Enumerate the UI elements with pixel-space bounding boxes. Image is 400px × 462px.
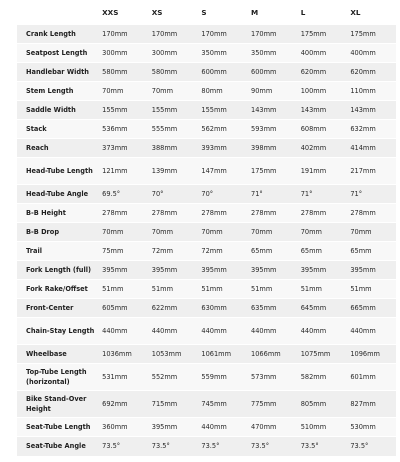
cell-xxs: 70mm xyxy=(98,223,148,242)
cell-xl: 175mm xyxy=(346,25,396,44)
table-row xyxy=(17,158,396,185)
cell-xxs: 170mm xyxy=(98,25,148,44)
cell-l: 805mm xyxy=(297,391,347,418)
row-label: Handlebar Width xyxy=(17,63,98,82)
cell-xxs: 360mm xyxy=(98,418,148,437)
cell-m: 65mm xyxy=(247,242,297,261)
table-row xyxy=(17,418,396,437)
cell-l: 143mm xyxy=(297,101,347,120)
cell-m: 573mm xyxy=(247,364,297,391)
cell-xl: 620mm xyxy=(346,63,396,82)
cell-s: 51mm xyxy=(197,280,247,299)
size-header-xxs: XXS xyxy=(102,7,119,17)
cell-xl: 143mm xyxy=(346,101,396,120)
row-label: Head-Tube Length xyxy=(17,158,98,185)
cell-s: 1061mm xyxy=(197,345,247,364)
cell-s: 70mm xyxy=(197,223,247,242)
cell-s: 350mm xyxy=(197,44,247,63)
cell-xs: 1053mm xyxy=(148,345,198,364)
cell-l: 608mm xyxy=(297,120,347,139)
cell-m: 775mm xyxy=(247,391,297,418)
row-label: Fork Length (full) xyxy=(17,261,98,280)
cell-xs: 388mm xyxy=(148,139,198,158)
cell-l: 51mm xyxy=(297,280,347,299)
cell-m: 51mm xyxy=(247,280,297,299)
cell-s: 559mm xyxy=(197,364,247,391)
cell-xxs: 531mm xyxy=(98,364,148,391)
cell-m: 70mm xyxy=(247,223,297,242)
cell-xl: 665mm xyxy=(346,299,396,318)
size-header-s: S xyxy=(201,7,207,17)
cell-m: 350mm xyxy=(247,44,297,63)
cell-xl: 71° xyxy=(346,185,396,204)
table-row xyxy=(17,25,396,44)
cell-l: 645mm xyxy=(297,299,347,318)
cell-xxs: 121mm xyxy=(98,158,148,185)
table-row xyxy=(17,120,396,139)
cell-l: 395mm xyxy=(297,261,347,280)
cell-s: 170mm xyxy=(197,25,247,44)
row-label: B-B Drop xyxy=(17,223,98,242)
row-label: Seat-Tube Length xyxy=(17,418,98,437)
cell-l: 1075mm xyxy=(297,345,347,364)
cell-xl: 73.5° xyxy=(346,437,396,456)
cell-m: 470mm xyxy=(247,418,297,437)
cell-xs: 580mm xyxy=(148,63,198,82)
table-row xyxy=(17,44,396,63)
size-header-xl: XL xyxy=(350,7,361,17)
cell-xs: 395mm xyxy=(148,418,198,437)
cell-m: 71° xyxy=(247,185,297,204)
cell-xs: 170mm xyxy=(148,25,198,44)
cell-xs: 622mm xyxy=(148,299,198,318)
size-header-row xyxy=(17,0,396,25)
row-label: Chain-Stay Length xyxy=(17,318,98,345)
cell-xs: 70mm xyxy=(148,82,198,101)
cell-m: 143mm xyxy=(247,101,297,120)
cell-m: 440mm xyxy=(247,318,297,345)
cell-s: 73.5° xyxy=(197,437,247,456)
cell-s: 72mm xyxy=(197,242,247,261)
cell-xxs: 75mm xyxy=(98,242,148,261)
row-label: Crank Length xyxy=(17,25,98,44)
size-header-l: L xyxy=(300,7,306,17)
table-row xyxy=(17,299,396,318)
table-row xyxy=(17,364,396,391)
cell-l: 73.5° xyxy=(297,437,347,456)
cell-l: 620mm xyxy=(297,63,347,82)
cell-s: 70° xyxy=(197,185,247,204)
cell-xs: 278mm xyxy=(148,204,198,223)
cell-xxs: 278mm xyxy=(98,204,148,223)
cell-xxs: 692mm xyxy=(98,391,148,418)
row-label: B-B Height xyxy=(17,204,98,223)
table-row xyxy=(17,345,396,364)
cell-s: 395mm xyxy=(197,261,247,280)
geometry-rows xyxy=(17,25,396,456)
row-label: Fork Rake/Offset xyxy=(17,280,98,299)
cell-xl: 632mm xyxy=(346,120,396,139)
cell-s: 630mm xyxy=(197,299,247,318)
cell-s: 155mm xyxy=(197,101,247,120)
cell-l: 440mm xyxy=(297,318,347,345)
cell-xl: 278mm xyxy=(346,204,396,223)
table-row xyxy=(17,82,396,101)
table-row xyxy=(17,101,396,120)
cell-l: 402mm xyxy=(297,139,347,158)
table-row xyxy=(17,318,396,345)
geometry-table xyxy=(17,0,396,456)
cell-m: 73.5° xyxy=(247,437,297,456)
cell-xxs: 580mm xyxy=(98,63,148,82)
cell-xs: 70mm xyxy=(148,223,198,242)
cell-xs: 139mm xyxy=(148,158,198,185)
cell-xl: 70mm xyxy=(346,223,396,242)
row-label: Stack xyxy=(17,120,98,139)
cell-xxs: 73.5° xyxy=(98,437,148,456)
row-label: Seat-Tube Angle xyxy=(17,437,98,456)
row-label: Reach xyxy=(17,139,98,158)
row-label: Front-Center xyxy=(17,299,98,318)
cell-xxs: 605mm xyxy=(98,299,148,318)
cell-m: 635mm xyxy=(247,299,297,318)
cell-xxs: 536mm xyxy=(98,120,148,139)
cell-xl: 51mm xyxy=(346,280,396,299)
cell-xl: 601mm xyxy=(346,364,396,391)
header-corner xyxy=(17,0,98,25)
table-row xyxy=(17,242,396,261)
cell-l: 582mm xyxy=(297,364,347,391)
cell-xl: 65mm xyxy=(346,242,396,261)
cell-xxs: 395mm xyxy=(98,261,148,280)
cell-xs: 555mm xyxy=(148,120,198,139)
cell-xl: 530mm xyxy=(346,418,396,437)
table-row xyxy=(17,204,396,223)
cell-xs: 70° xyxy=(148,185,198,204)
table-row xyxy=(17,261,396,280)
cell-xxs: 1036mm xyxy=(98,345,148,364)
cell-xxs: 51mm xyxy=(98,280,148,299)
cell-xs: 73.5° xyxy=(148,437,198,456)
cell-m: 278mm xyxy=(247,204,297,223)
table-row xyxy=(17,139,396,158)
cell-xs: 72mm xyxy=(148,242,198,261)
size-header-xs: XS xyxy=(151,7,163,17)
row-label: Top-Tube Length (horizontal) xyxy=(17,364,98,391)
cell-xs: 155mm xyxy=(148,101,198,120)
row-label: Wheelbase xyxy=(17,345,98,364)
cell-xxs: 373mm xyxy=(98,139,148,158)
cell-xs: 440mm xyxy=(148,318,198,345)
cell-m: 593mm xyxy=(247,120,297,139)
row-label: Bike Stand-Over Height xyxy=(17,391,98,418)
row-label: Trail xyxy=(17,242,98,261)
cell-s: 80mm xyxy=(197,82,247,101)
cell-xl: 110mm xyxy=(346,82,396,101)
cell-l: 278mm xyxy=(297,204,347,223)
table-row xyxy=(17,223,396,242)
cell-m: 175mm xyxy=(247,158,297,185)
row-label: Saddle Width xyxy=(17,101,98,120)
cell-s: 278mm xyxy=(197,204,247,223)
cell-xl: 440mm xyxy=(346,318,396,345)
cell-l: 100mm xyxy=(297,82,347,101)
cell-s: 393mm xyxy=(197,139,247,158)
table-row xyxy=(17,391,396,418)
cell-m: 90mm xyxy=(247,82,297,101)
cell-m: 170mm xyxy=(247,25,297,44)
table-row xyxy=(17,280,396,299)
cell-m: 398mm xyxy=(247,139,297,158)
cell-l: 65mm xyxy=(297,242,347,261)
cell-l: 191mm xyxy=(297,158,347,185)
cell-xxs: 440mm xyxy=(98,318,148,345)
size-header-m: M xyxy=(251,7,259,17)
cell-xs: 715mm xyxy=(148,391,198,418)
cell-l: 70mm xyxy=(297,223,347,242)
cell-xs: 51mm xyxy=(148,280,198,299)
cell-l: 175mm xyxy=(297,25,347,44)
cell-s: 440mm xyxy=(197,318,247,345)
cell-xxs: 69.5° xyxy=(98,185,148,204)
cell-xl: 217mm xyxy=(346,158,396,185)
cell-xxs: 300mm xyxy=(98,44,148,63)
cell-l: 400mm xyxy=(297,44,347,63)
cell-m: 395mm xyxy=(247,261,297,280)
cell-xl: 1096mm xyxy=(346,345,396,364)
cell-l: 71° xyxy=(297,185,347,204)
cell-s: 147mm xyxy=(197,158,247,185)
cell-s: 745mm xyxy=(197,391,247,418)
cell-xxs: 155mm xyxy=(98,101,148,120)
table-row xyxy=(17,63,396,82)
cell-m: 600mm xyxy=(247,63,297,82)
cell-xs: 395mm xyxy=(148,261,198,280)
cell-xl: 400mm xyxy=(346,44,396,63)
cell-s: 562mm xyxy=(197,120,247,139)
cell-xs: 552mm xyxy=(148,364,198,391)
cell-l: 510mm xyxy=(297,418,347,437)
cell-m: 1066mm xyxy=(247,345,297,364)
row-label: Head-Tube Angle xyxy=(17,185,98,204)
cell-s: 440mm xyxy=(197,418,247,437)
cell-xl: 414mm xyxy=(346,139,396,158)
cell-xl: 395mm xyxy=(346,261,396,280)
table-row xyxy=(17,437,396,456)
cell-xs: 300mm xyxy=(148,44,198,63)
row-label: Seatpost Length xyxy=(17,44,98,63)
cell-xl: 827mm xyxy=(346,391,396,418)
cell-s: 600mm xyxy=(197,63,247,82)
row-label: Stem Length xyxy=(17,82,98,101)
cell-xxs: 70mm xyxy=(98,82,148,101)
table-row xyxy=(17,185,396,204)
